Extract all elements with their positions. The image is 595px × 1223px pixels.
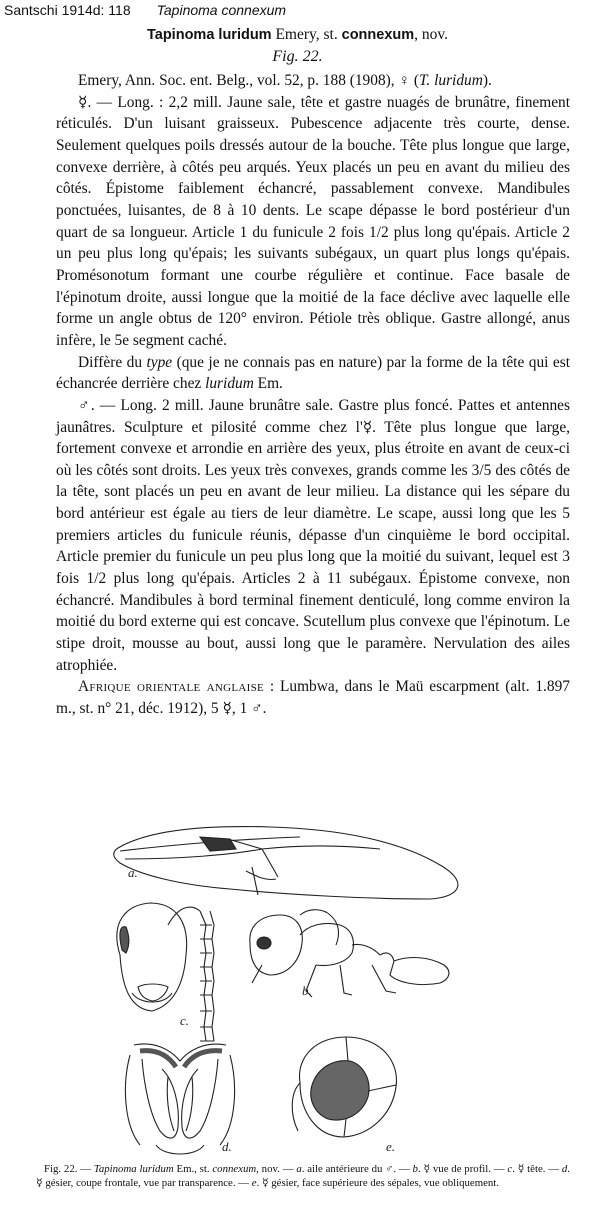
- head-drawing: [117, 903, 214, 1041]
- figure-reference: Fig. 22.: [272, 48, 323, 65]
- comp-type: type: [146, 353, 173, 371]
- body-text: [56, 70, 570, 720]
- page-header: [4, 2, 286, 18]
- gizzard-sepals-drawing: [292, 1037, 396, 1137]
- cap-part: Fig. 22. —: [44, 1163, 94, 1175]
- cap-part: , nov. —: [256, 1163, 297, 1175]
- cap-part: . ☿ vue de profil. —: [417, 1163, 508, 1175]
- cap-part: . ☿ tête. —: [512, 1163, 562, 1175]
- gizzard-section-drawing: [125, 1044, 234, 1154]
- ref-end: ).: [482, 72, 492, 89]
- cap-part: c: [507, 1163, 513, 1175]
- locality-region: Afrique orientale anglaise: [78, 678, 265, 696]
- cap-part: a: [296, 1163, 302, 1175]
- caption-text: [36, 1162, 570, 1190]
- cap-part: . ☿ gésier, coupe frontale, vue par transparence. —: [36, 1163, 570, 1189]
- cap-part: e: [251, 1177, 257, 1189]
- cap-part: . aile antérieure du ♂. —: [301, 1163, 413, 1175]
- title-subspecies: connexum: [341, 27, 415, 43]
- label-c: c.: [180, 1013, 190, 1028]
- worker-profile-drawing: [250, 910, 449, 997]
- label-d: d.: [222, 1139, 232, 1154]
- locality-text: : Lumbwa, dans le Maü escarpment (alt. 1.897 m., st. n° 21, déc. 1912), 5 ☿, 1 ♂.: [56, 678, 570, 718]
- title-genus-species: Tapinoma luridum: [146, 27, 272, 43]
- comp-luridum: luridum: [205, 375, 254, 393]
- title-rest: Emery, st.: [271, 26, 342, 43]
- label-b: b.: [302, 983, 312, 998]
- ref-taxon: T. luridum: [418, 72, 483, 89]
- comp-text-3: Em.: [253, 375, 283, 393]
- header-taxon: Tapinoma connexum: [156, 2, 287, 18]
- cap-part: Em., st.: [173, 1163, 213, 1175]
- paragraph-male: ♂. — Long. 2 mill. Jaune brunâtre sale. Gastre plus foncé. Pattes et antennes jaunâtres. Sculpture et pilosité comme chez l'☿. Tête plus longue que large, fortement convexe et arrondie en arrière des yeux, plus étroite en avant de ceux-ci où les côtés sont droits. Les yeux très convexes, grands comme les 3/5 des côtés de la tête, sont placés un peu en avant de leur milieu. La distance qui les sépare du bord antérieur est égale au tiers de leur diamètre. Le scape, aussi long que les 5 premiers articles du funicule réunis, dépasse d'un cinquième le bord occipital. Article premier du funicule un peu plus long que la moitié du suivant, lequel est 3 fois 1/2 plus long qu'épais. Articles 2 à 11 subégaux. Épistome convexe, non échancré. Mandibules à bord terminal finement denticulé, long comme environ la moitié du bord externe qui est concave. Scutellum plus convexe que l'épinotum. Le stipe droit, mousse au bout, aussi long que le paramère. Nervulation des ailes atrophiée.: [56, 396, 570, 674]
- label-a: a.: [128, 865, 138, 880]
- title-suffix: , nov.: [414, 26, 449, 43]
- paragraph-worker: ☿. — Long. : 2,2 mill. Jaune sale, tête et gastre nuagés de brunâtre, finement réticulés. D'un luisant graisseux. Pubescence adjacente très courte, dense. Seulement quelques poils dressés autour de la bouche. Tête plus longue que large, convexe derrière, à côtés peu arqués. Yeux placés un peu en avant du milieu des côtés. Épistome faiblement échancré, passablement convexe. Mandibules ponctuées, luisantes, de 8 à 10 dents. Le scape dépasse le bord postérieur d'un quart de sa longueur. Article 1 du funicule 2 fois 1/2 plus long qu'épais. Article 2 un peu plus long qu'épais; les suivants subégaux, un quart plus longs qu'épais. Promésonotum formant une courbe régulière et continue. Face basale de l'épinotum droite, aussi longue que la moitié de la face déclive avec laquelle elle forme un angle obtus de 120° environ. Pétiole très oblique. Gastre allongé, anus infère, le 5e segment caché.: [56, 93, 570, 349]
- paragraph-locality: [56, 676, 570, 719]
- label-e: e.: [386, 1139, 396, 1154]
- cap-part: d: [561, 1163, 568, 1175]
- cap-part: connexum: [212, 1163, 257, 1175]
- cap-part: b: [412, 1163, 418, 1175]
- paragraph-reference: [56, 70, 570, 92]
- wing-drawing: [114, 827, 458, 899]
- comp-text-1: Diffère du: [78, 353, 147, 371]
- figure-22-illustrations: [0, 815, 595, 1175]
- paragraph-comparison: [56, 352, 570, 395]
- citation: Santschi 1914d: 118: [4, 2, 131, 18]
- figure-caption: [36, 1162, 570, 1190]
- comp-text-2: (que je ne connais pas en nature) par la forme de la tête qui est échancrée derrière chez: [56, 353, 570, 393]
- ref-text: Emery, Ann. Soc. ent. Belg., vol. 52, p. 188 (1908), ♀ (: [78, 72, 419, 89]
- cap-part: Tapinoma luridum: [93, 1163, 174, 1175]
- species-title: [0, 26, 595, 44]
- cap-part: . ☿ gésier, face supérieure des sépales, vue obliquement.: [256, 1177, 499, 1189]
